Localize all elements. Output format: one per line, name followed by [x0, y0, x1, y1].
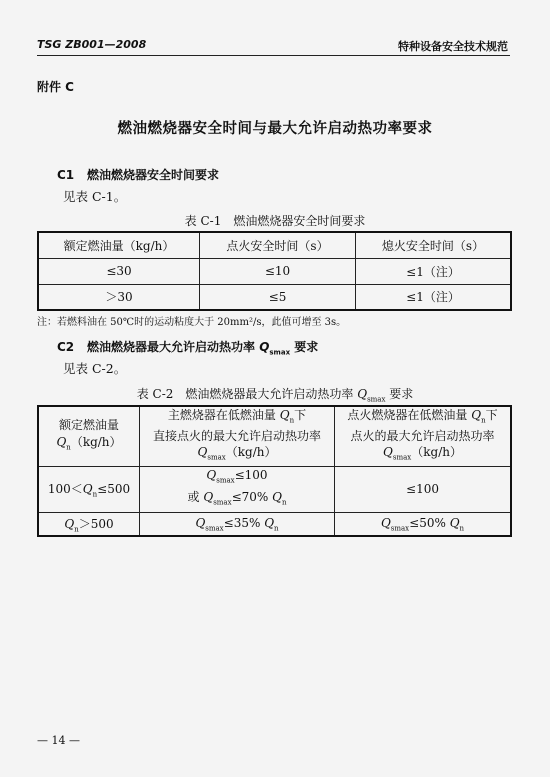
table-cell: ≤5	[200, 284, 356, 310]
table-cell: ≤30	[38, 258, 200, 284]
table-c1-header-row	[38, 232, 511, 258]
section-c2-ref: 见表 C-2。	[63, 361, 127, 376]
table-cell: ≤10	[200, 258, 356, 284]
table-row	[38, 284, 511, 310]
section-c2-heading	[57, 338, 318, 356]
header-rule	[37, 55, 510, 56]
table-row	[38, 512, 511, 536]
table-c2-header-row	[38, 406, 511, 466]
page-title: 燃油燃烧器安全时间与最大允许启动热功率要求	[117, 121, 433, 137]
table-cell: ≤100	[335, 466, 512, 512]
table-row	[38, 258, 511, 284]
table-cell: ≤1（注）	[356, 258, 512, 284]
header-code: TSG ZB001—2008	[37, 38, 147, 51]
table-cell: $Q_{smax}\le 50\%$ $Q_n$	[335, 512, 512, 536]
table-c1-header-cell: 熄火安全时间（s）	[356, 232, 512, 258]
section-c1-title: 燃油燃烧器安全时间要求	[87, 168, 220, 182]
section-c1-number: C1	[57, 168, 75, 182]
appendix-label: 附件 C	[37, 80, 74, 94]
table-row	[38, 466, 511, 512]
table-c2-header-cell: 主燃烧器在低燃油量 $Q_n$下 直接点火的最大允许启动热功率 $Q_{smax}(kg/h)$	[140, 406, 335, 466]
table-cell: $Q_{smax}\le 100$ 或 $Q_{smax}\le 70\%$ $Q_n$	[140, 466, 335, 512]
table-c2-header-cell: 点火燃烧器在低燃油量 $Q_n$下 点火的最大允许启动热功率 $Q_{smax}(kg/h)$	[335, 406, 512, 466]
section-c1-heading	[57, 166, 219, 183]
table-c1-caption: 表 C-1 燃油燃烧器安全时间要求	[184, 214, 366, 228]
table-cell: $100<Q_n\le 500$	[38, 466, 140, 512]
table-cell: ＞30	[38, 284, 200, 310]
table-cell: $Q_n>500$	[38, 512, 140, 536]
page-number: — 14 —	[37, 734, 80, 747]
table-c2-caption: 表 C-2 燃油燃烧器最大允许启动热功率 $Q_{smax}$ 要求	[136, 387, 414, 404]
section-c1-ref: 见表 C-1。	[63, 189, 127, 204]
table-cell: ≤1（注）	[356, 284, 512, 310]
section-c2-number: C2	[57, 340, 75, 354]
table-c2-header-cell: 额定燃油量 $Q_n(kg/h)$	[38, 406, 140, 466]
table-c1-header-cell: 点火安全时间（s）	[200, 232, 356, 258]
table-cell: $Q_{smax}\le 35\%$ $Q_n$	[140, 512, 335, 536]
table-c1	[37, 231, 512, 311]
header-series-title: 特种设备安全技术规范	[398, 40, 508, 53]
table-c1-note: 注：若燃料油在 50℃时的运动粘度大于 20mm²/s，此值可增至 3s。	[37, 317, 347, 328]
table-c1-header-cell: 额定燃油量（kg/h）	[38, 232, 200, 258]
table-c2	[37, 405, 512, 537]
section-c2-title: 燃油燃烧器最大允许启动热功率 $Q_{smax}$ 要求	[87, 340, 319, 357]
